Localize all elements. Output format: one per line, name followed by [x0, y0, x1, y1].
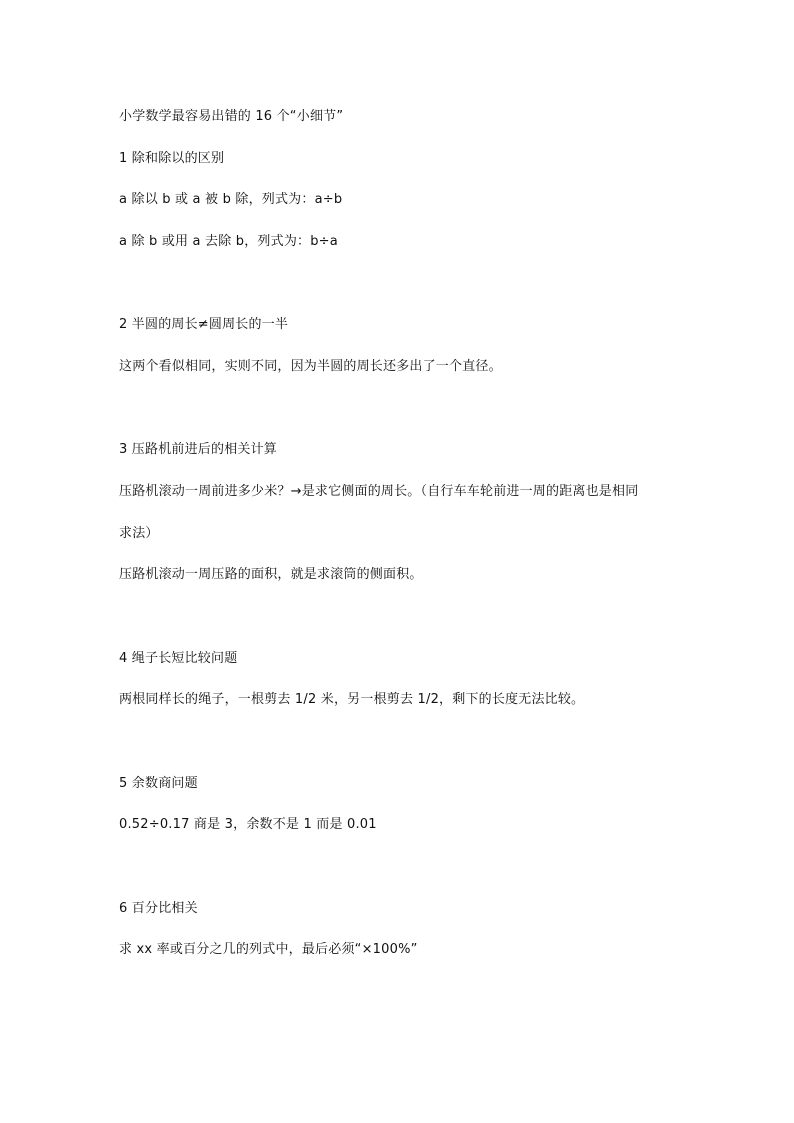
section-3-line-3: 压路机滚动一周压路的面积，就是求滚筒的侧面积。	[119, 567, 423, 582]
section-6-heading: 6 百分比相关	[119, 901, 198, 916]
section-4-heading: 4 绳子长短比较问题	[119, 651, 238, 666]
section-2-heading: 2 半圆的周长≠圆周长的一半	[119, 317, 289, 332]
section-2-line-1: 这两个看似相同，实则不同，因为半圆的周长还多出了一个直径。	[119, 359, 502, 374]
section-5-heading: 5 余数商问题	[119, 776, 198, 791]
section-4-line-1: 两根同样长的绳子，一根剪去 1/2 米，另一根剪去 1/2，剩下的长度无法比较。	[119, 692, 585, 707]
section-3-line-2: 求法）	[119, 526, 159, 541]
section-1-heading: 1 除和除以的区别	[119, 151, 225, 166]
section-3-line-1: 压路机滚动一周前进多少米？→是求它侧面的周长。（自行车车轮前进一周的距离也是相同	[119, 484, 639, 499]
section-5-line-1: 0.52÷0.17 商是 3，余数不是 1 而是 0.01	[119, 817, 377, 832]
section-3-heading: 3 压路机前进后的相关计算	[119, 442, 278, 457]
section-1-line-1: a 除以 b 或 a 被 b 除，列式为：a÷b	[119, 192, 343, 207]
document-title: 小学数学最容易出错的 16 个“小细节”	[119, 109, 344, 124]
section-6-line-1: 求 xx 率或百分之几的列式中，最后必须“×100%”	[119, 942, 418, 957]
section-1-line-2: a 除 b 或用 a 去除 b，列式为：b÷a	[119, 234, 338, 249]
